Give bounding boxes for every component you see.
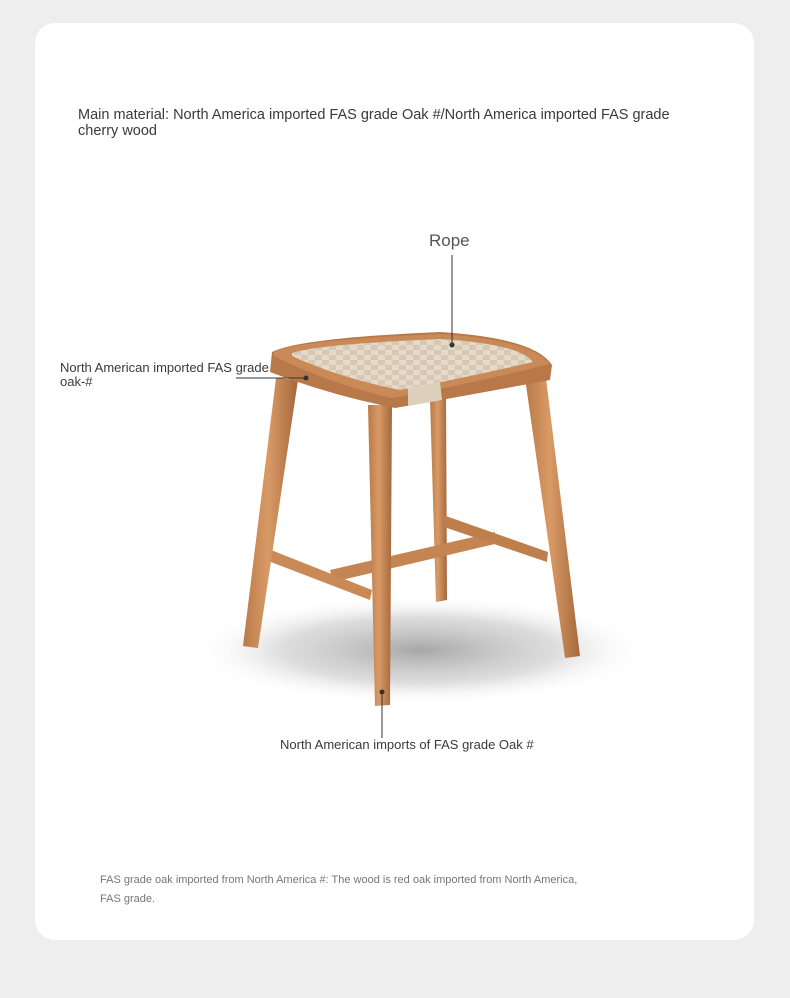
stretcher-right <box>441 515 548 562</box>
back-left-leg <box>430 398 447 602</box>
footnote-text: FAS grade oak imported from North America #: The wood is red oak imported from North America, FAS grade. <box>100 874 578 905</box>
main-material-text: Main material: North America imported FAS grade Oak #/North America imported FAS grade cherry wood <box>78 107 670 139</box>
leg-label: North American imports of FAS grade Oak # <box>280 737 534 752</box>
seat-frame-label: North American imported FAS grade oak-# <box>60 360 269 389</box>
rope-label: Rope <box>429 231 470 250</box>
stretcher-back <box>330 532 495 582</box>
leg-callout-dot <box>380 690 385 695</box>
seat-callout-dot <box>304 376 309 381</box>
rope-callout-dot <box>450 343 455 348</box>
